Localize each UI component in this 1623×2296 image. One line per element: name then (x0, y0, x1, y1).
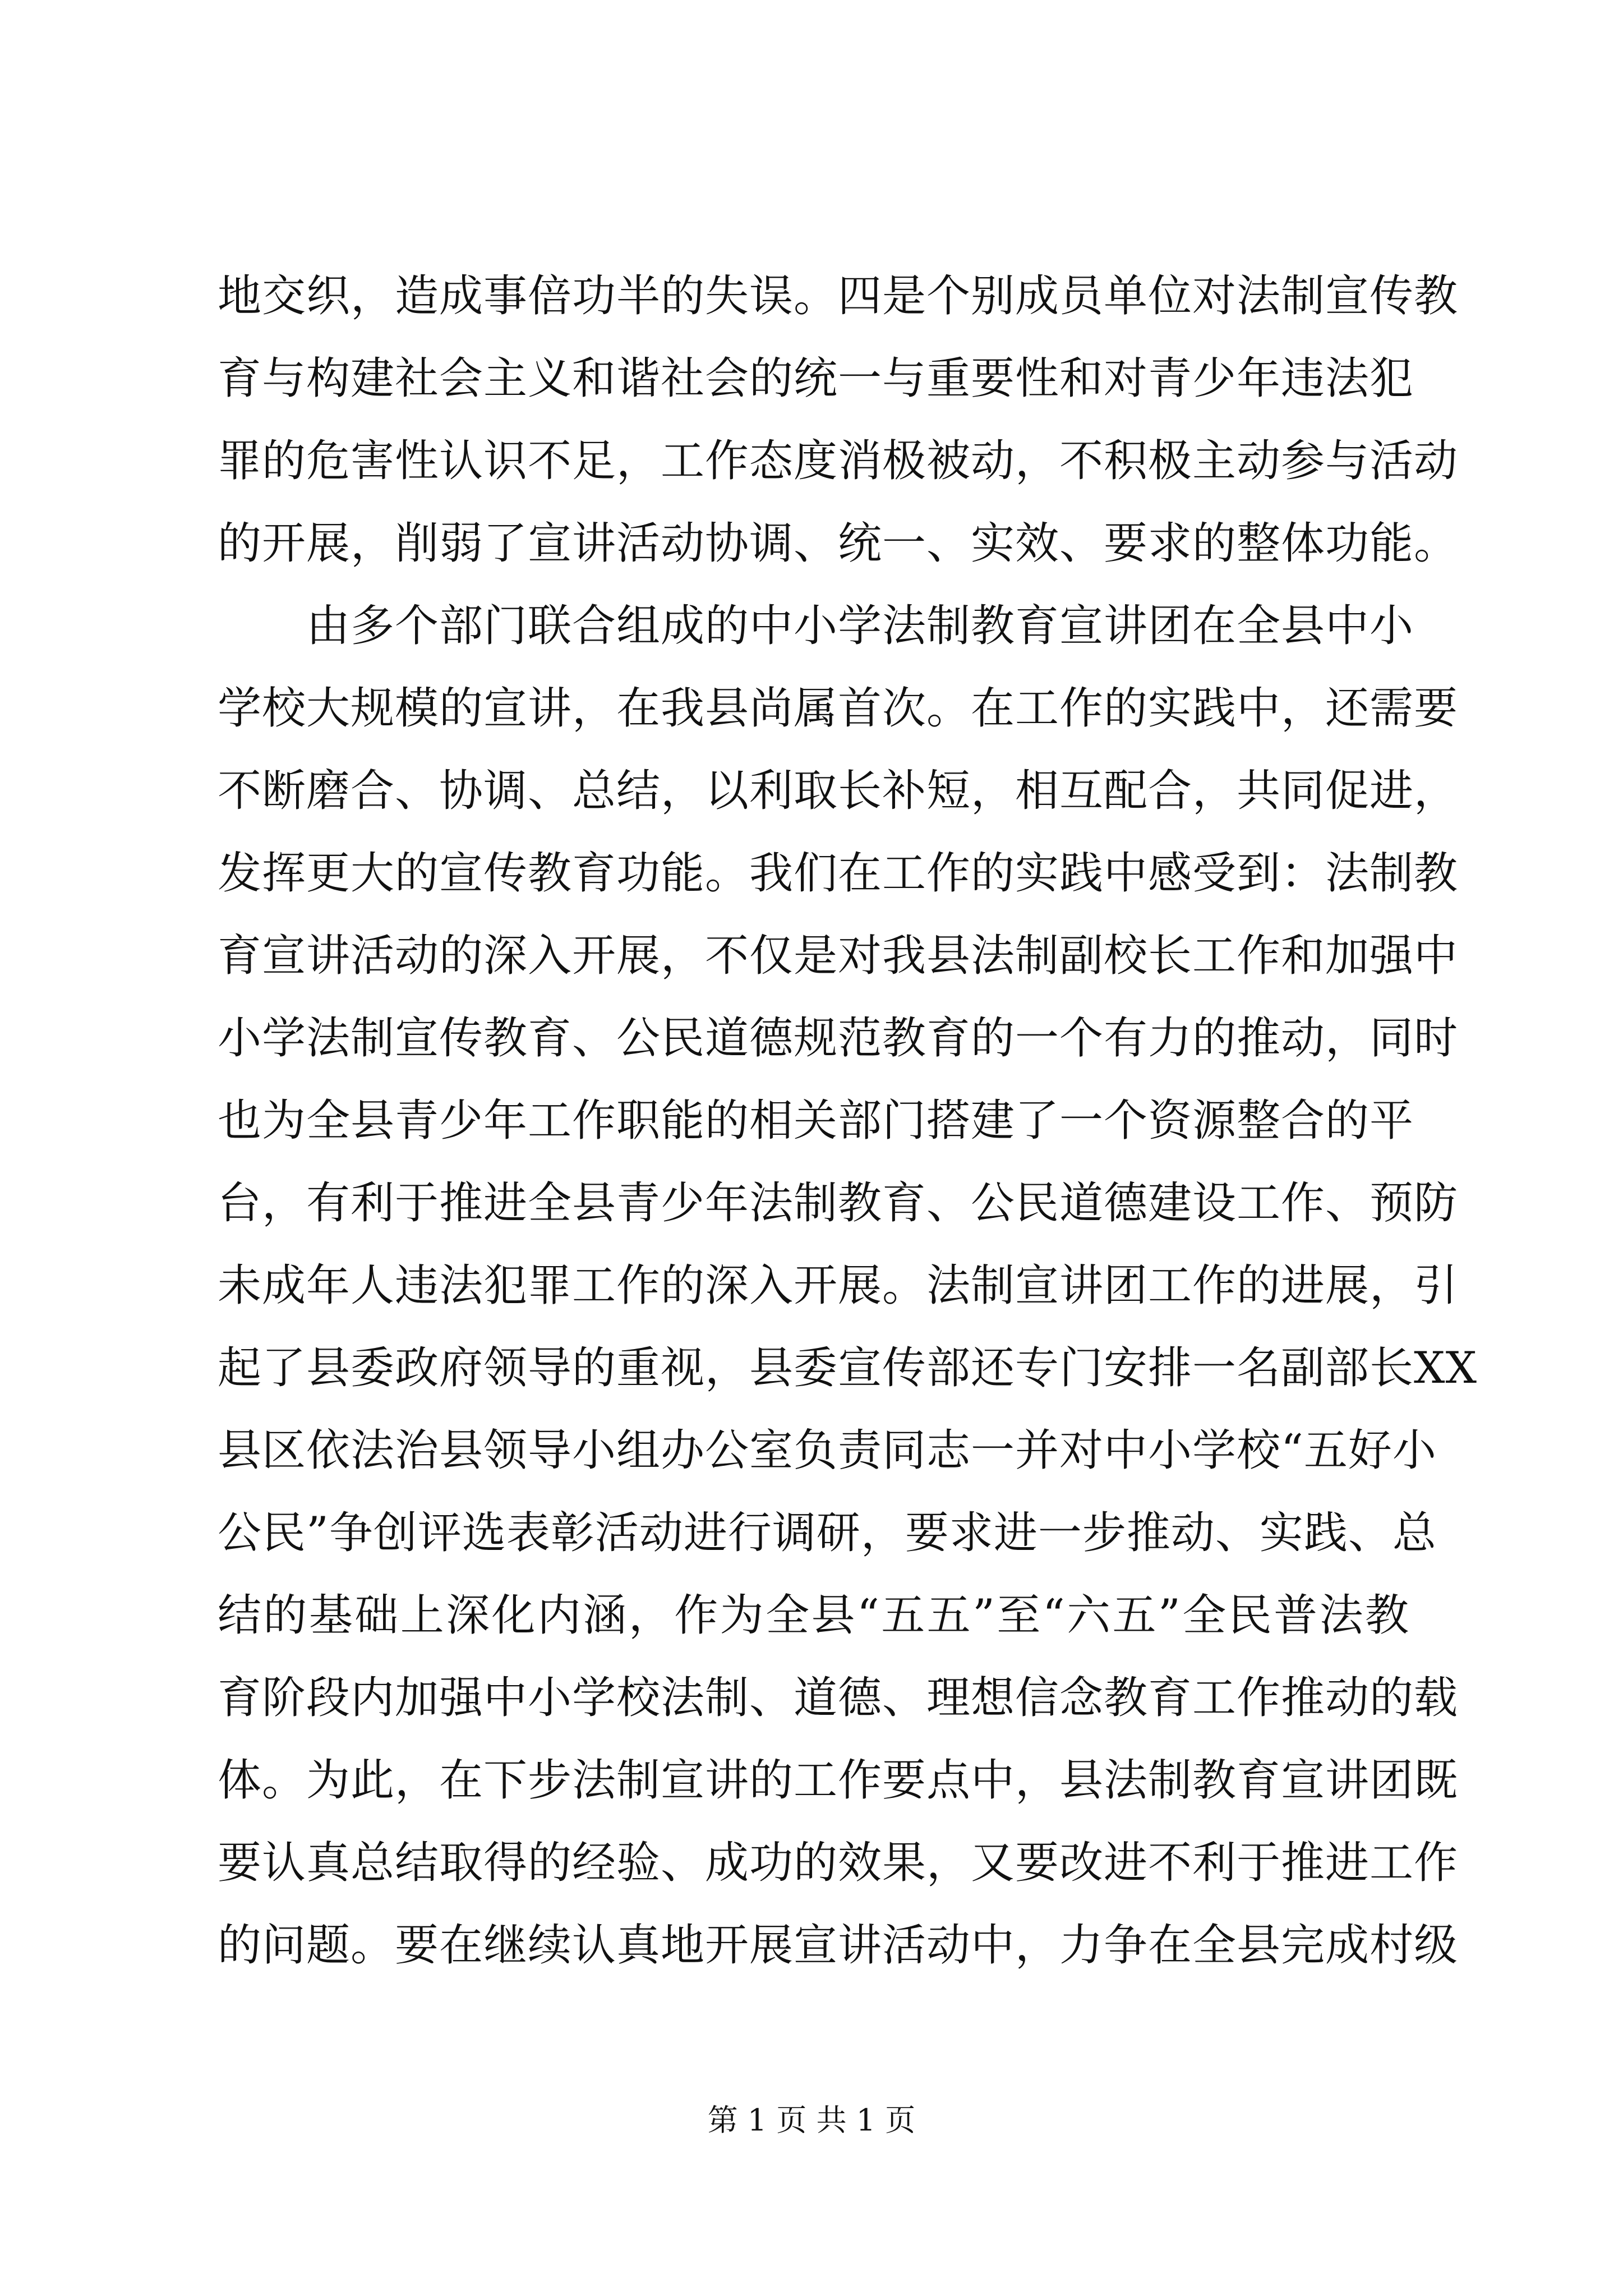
text-line: 地交织，造成事倍功半的失误。四是个别成员单位对法制宣传教 (218, 271, 1459, 321)
text-line: 育宣讲活动的深入开展，不仅是对我县法制副校长工作和加强中 (218, 931, 1459, 981)
text-line: 要认真总结取得的经验、成功的效果，又要改进不利于推进工作 (218, 1838, 1459, 1888)
text-line: 小学法制宣传教育、公民道德规范教育的一个有力的推动，同时 (218, 1013, 1459, 1064)
text-line: 不断磨合、协调、总结，以利取长补短，相互配合，共同促进， (218, 766, 1459, 816)
text-line: 起了县委政府领导的重视，县委宣传部还专门安排一名副部长XX (218, 1343, 1478, 1393)
body-text (218, 255, 1478, 1987)
text-line: 育与构建社会主义和谐社会的统一与重要性和对青少年违法犯 (218, 353, 1414, 404)
text-line: 县区依法治县领导小组办公室负责同志一并对中小学校“五好小 (218, 1425, 1437, 1476)
text-line: 罪的危害性认识不足，工作态度消极被动，不积极主动参与活动 (218, 436, 1459, 486)
text-line: 未成年人违法犯罪工作的深入开展。法制宣讲团工作的进展，引 (218, 1260, 1459, 1311)
text-line: 体。为此，在下步法制宣讲的工作要点中，县法制教育宣讲团既 (218, 1755, 1459, 1806)
text-line: 发挥更大的宣传教育功能。我们在工作的实践中感受到：法制教 (218, 848, 1459, 899)
text-line: 结的基础上深化内涵，作为全县“五五”至“六五”全民普法教 (218, 1590, 1409, 1641)
text-line: 育阶段内加强中小学校法制、道德、理想信念教育工作推动的载 (218, 1673, 1459, 1723)
page-number-footer: 第 1 页 共 1 页 (707, 2102, 916, 2138)
text-line: 学校大规模的宣讲，在我县尚属首次。在工作的实践中，还需要 (218, 683, 1459, 734)
text-line: 的开展，削弱了宣讲活动协调、统一、实效、要求的整体功能。 (218, 518, 1459, 569)
text-line: 也为全县青少年工作职能的相关部门搭建了一个资源整合的平 (218, 1096, 1414, 1146)
text-line: 台，有利于推进全县青少年法制教育、公民道德建设工作、预防 (218, 1178, 1459, 1228)
text-line: 的问题。要在继续认真地开展宣讲活动中，力争在全县完成村级 (218, 1920, 1459, 1971)
text-line: 由多个部门联合组成的中小学法制教育宣讲团在全县中小 (218, 601, 1414, 651)
text-line: 公民”争创评选表彰活动进行调研，要求进一步推动、实践、总 (218, 1508, 1437, 1558)
